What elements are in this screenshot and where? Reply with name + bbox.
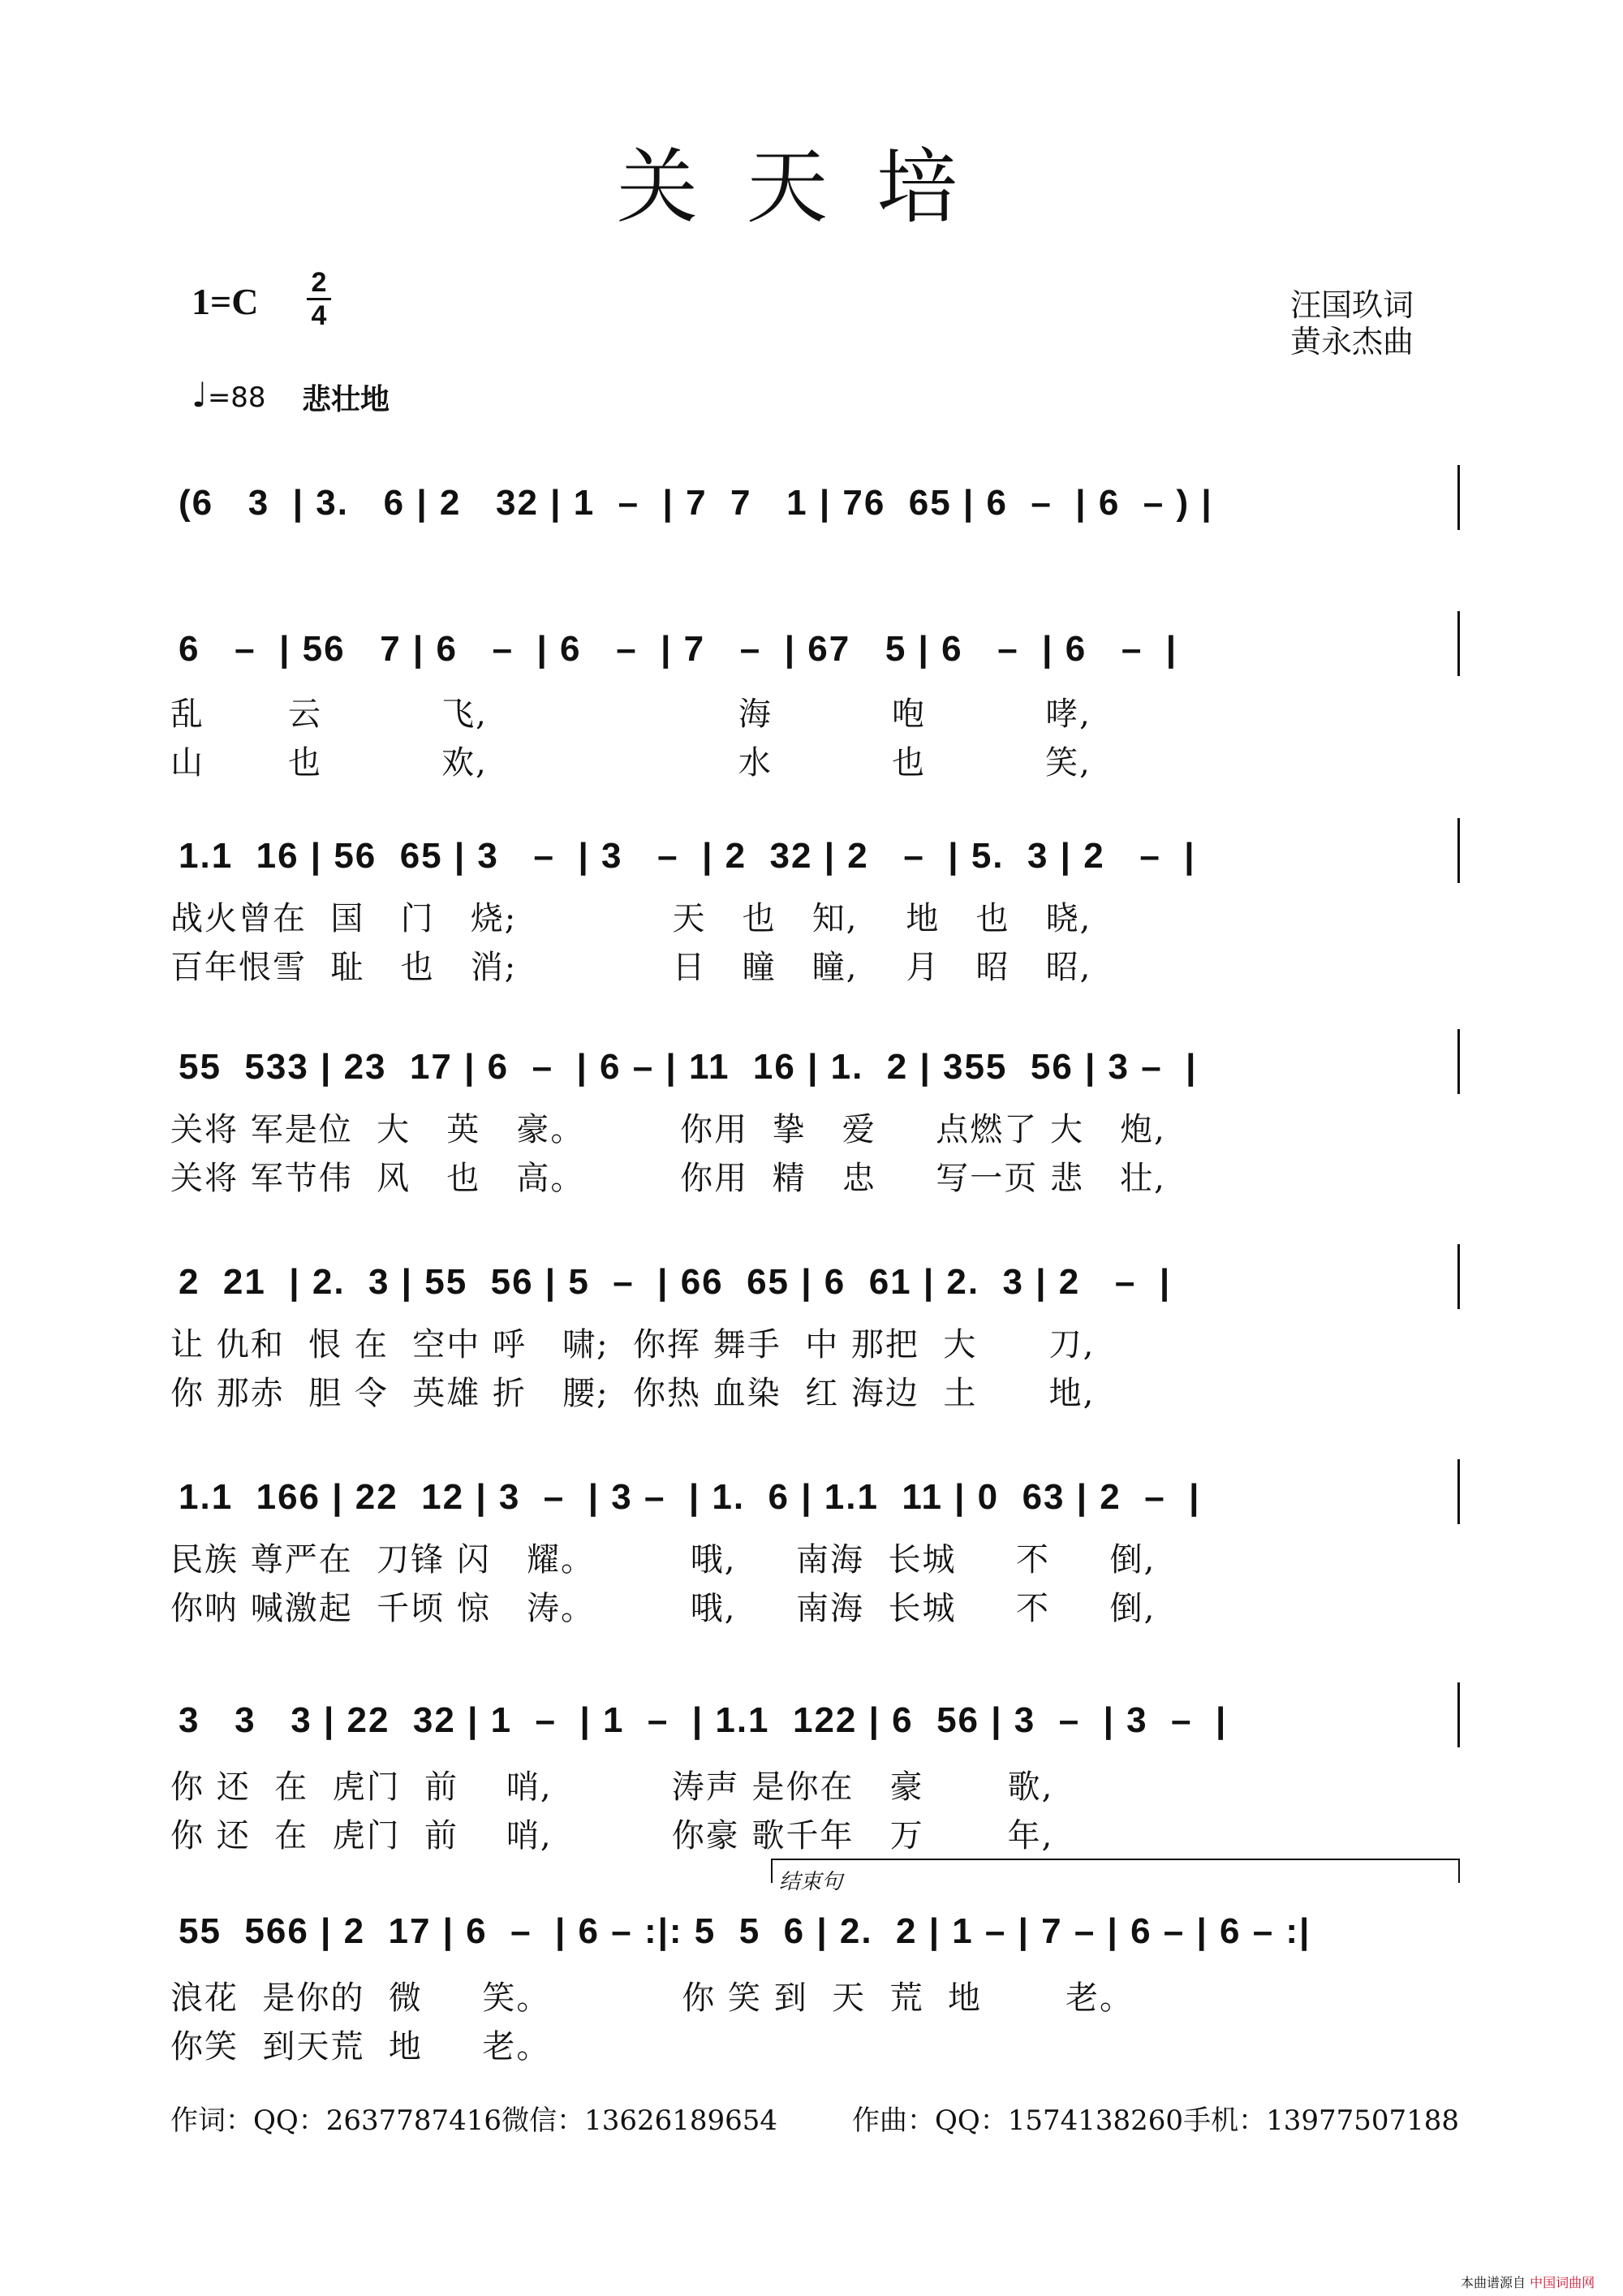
song-title: 关天培 <box>617 140 1006 235</box>
notation-line: 1.1 16 | 56 65 | 3 – | 3 – | 2 32 | 2 – | 5. 3 | 2 – | <box>179 836 1196 876</box>
time-signature-top: 2 <box>311 267 327 298</box>
notation-line: 6 – | 56 7 | 6 – | 6 – | 7 – | 67 5 | 6 – | 6 – | <box>179 629 1178 669</box>
ending-label: 结束句 <box>779 1870 843 1894</box>
barline-end <box>1457 1029 1460 1094</box>
score-row-1 <box>162 621 1469 686</box>
lyricist-credit: 汪国玖词 <box>1290 287 1414 323</box>
lyric-verse-2: 关将 军节伟 风 也 高。 你用 精 忠 写一页 悲 壮, <box>170 1160 1166 1197</box>
barline-end <box>1457 1459 1460 1524</box>
tempo-value: =88 <box>207 381 266 414</box>
barline-end <box>1457 465 1460 530</box>
score-row-5 <box>162 1469 1469 1534</box>
lyric-verse-1: 浪花 是你的 微 笑。 你 笑 到 天 荒 地 老。 <box>170 1979 1134 2017</box>
expression-marking: 悲壮地 <box>302 383 390 416</box>
lyricist-contact: 作词：QQ：2637787416微信：13626189654 <box>170 2104 778 2137</box>
notation-line: 1.1 166 | 22 12 | 3 – | 3 – | 1. 6 | 1.1 11 | 0 63 | 2 – | <box>179 1477 1201 1517</box>
notation-line: 55 533 | 23 17 | 6 – | 6 – | 11 16 | 1. 2 | 355 56 | 3 – | <box>179 1047 1198 1087</box>
lyric-verse-2: 山 也 欢, 水 也 笑, <box>170 744 1091 782</box>
notation-line: (6 3 | 3. 6 | 2 32 | 1 – | 7 7 1 | 76 65 | 6 – | 6 – ) | <box>179 483 1213 523</box>
lyric-verse-1: 战火曾在 国 门 烧; 天 也 知, 地 也 晓, <box>170 900 1092 937</box>
lyric-verse-2: 你呐 喊激起 千顷 惊 涛。 哦, 南海 长城 不 倒, <box>170 1590 1156 1627</box>
composer-credit: 黄永杰曲 <box>1290 324 1414 360</box>
time-signature <box>307 268 331 330</box>
notation-line: 3 3 3 | 22 32 | 1 – | 1 – | 1.1 122 | 6 56 | 3 – | 3 – | <box>179 1700 1228 1740</box>
barline-end <box>1457 1244 1460 1309</box>
score-row-4 <box>162 1254 1469 1319</box>
score-row-3 <box>162 1039 1469 1104</box>
score-row-2 <box>162 828 1469 893</box>
barline-end <box>1457 1682 1460 1747</box>
lyric-verse-1: 民族 尊严在 刀锋 闪 耀。 哦, 南海 长城 不 倒, <box>170 1541 1156 1579</box>
time-signature-bottom: 4 <box>311 300 327 331</box>
lyric-verse-1: 让 仇和 恨 在 空中 呼 啸; 你挥 舞手 中 那把 大 刀, <box>170 1326 1096 1363</box>
tempo-marking <box>192 375 266 415</box>
lyric-verse-2: 你笑 到天荒 地 老。 <box>170 2028 551 2066</box>
site-watermark <box>1461 2272 1595 2291</box>
lyric-verse-2: 你 还 在 虎门 前 哨, 你豪 歌千年 万 年, <box>170 1817 1054 1854</box>
score-row-7 <box>162 1903 1469 1968</box>
notation-line: 55 566 | 2 17 | 6 – | 6 – :|: 5 5 6 | 2. 2 | 1 – | 7 – | 6 – | 6 – :| <box>179 1911 1311 1951</box>
ending-bracket <box>771 1859 1460 1883</box>
lyric-verse-1: 乱 云 飞, 海 咆 哮, <box>170 696 1091 733</box>
notation-line: 2 21 | 2. 3 | 55 56 | 5 – | 66 65 | 6 61 | 2. 3 | 2 – | <box>179 1262 1172 1302</box>
lyric-verse-2: 百年恨雪 耻 也 消; 日 瞳 瞳, 月 昭 昭, <box>170 949 1092 986</box>
quarter-note-icon: ♩ <box>192 375 208 415</box>
composer-contact: 作曲：QQ：1574138260手机：13977507188 <box>852 2104 1460 2137</box>
lyric-verse-2: 你 那赤 胆 令 英雄 折 腰; 你热 血染 红 海边 土 地, <box>170 1375 1096 1412</box>
watermark-text-a: 本曲谱源自 <box>1461 2275 1526 2290</box>
score-row-6 <box>162 1692 1469 1757</box>
lyric-verse-1: 你 还 在 虎门 前 哨, 涛声 是你在 豪 歌, <box>170 1768 1054 1806</box>
lyric-verse-1: 关将 军是位 大 英 豪。 你用 挚 爱 点燃了 大 炮, <box>170 1111 1166 1148</box>
barline-end <box>1457 611 1460 676</box>
key-signature: 1=C <box>192 281 259 322</box>
barline-end <box>1457 818 1460 883</box>
watermark-text-b: 中国词曲网 <box>1530 2275 1595 2290</box>
score-row-intro <box>162 475 1469 540</box>
